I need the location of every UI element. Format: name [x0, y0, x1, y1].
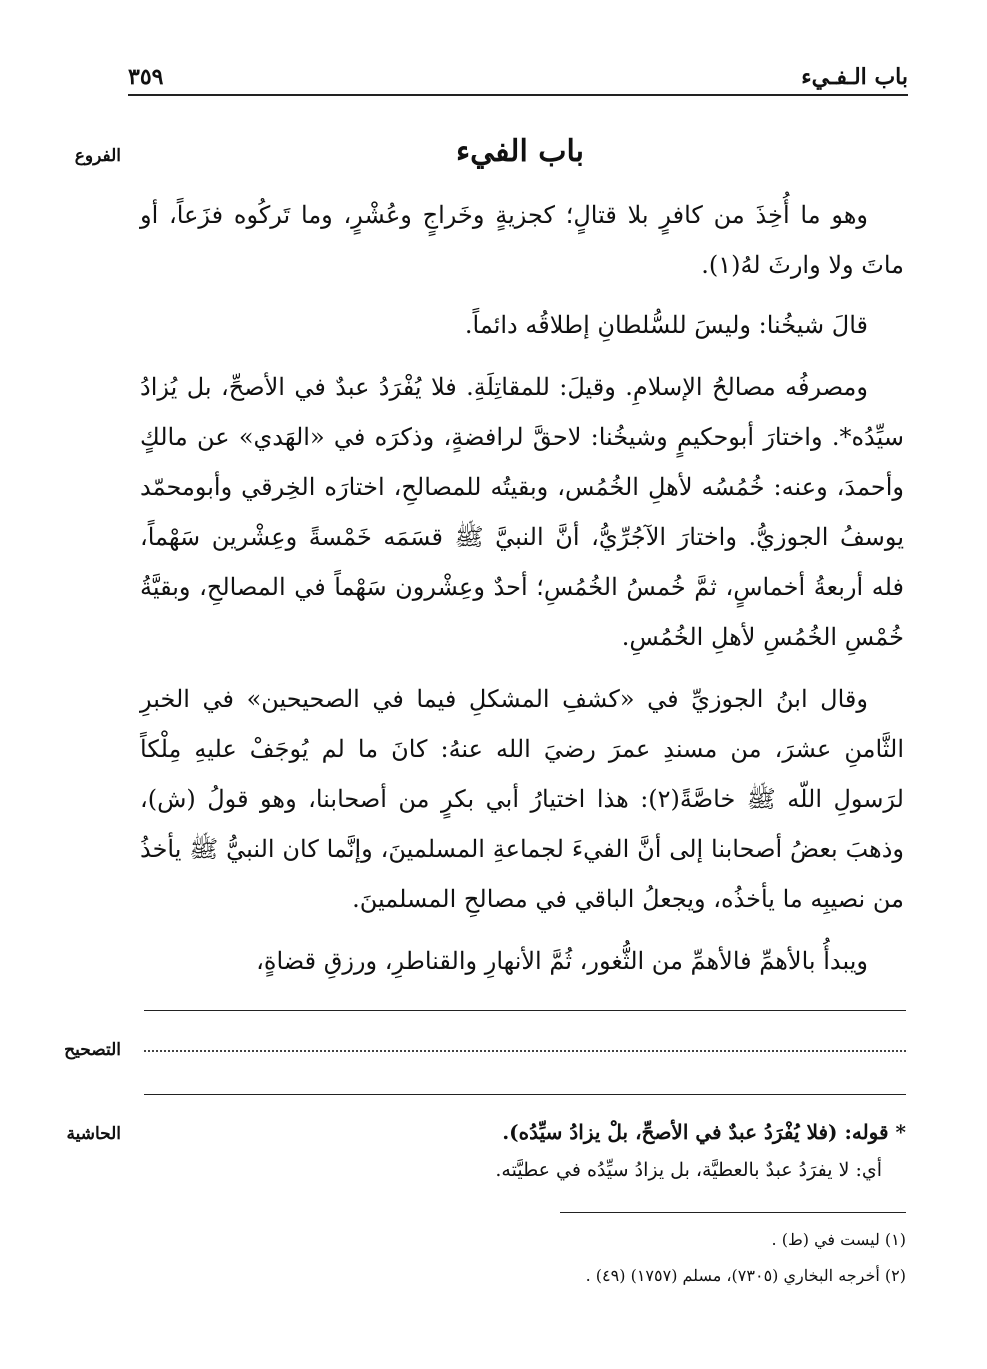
margin-label-hashiya: الحاشية: [66, 1124, 121, 1144]
hashiya-lemma: * قوله: (فلا يُفْرَدُ عبدٌ في الأصحِّ، بلْ يزادُ سيِّدُه).: [502, 1120, 906, 1144]
section-rule-top: [144, 1010, 906, 1011]
paragraph: ويبدأُ بالأهمِّ فالأهمِّ من الثُّغور، ثُمَّ الأنهارِ والقناطرِ، ورزقِ قضاةٍ،: [256, 947, 868, 975]
margin-label-furu: الفروع: [74, 146, 121, 166]
footnote: (١) ليست في (ط) .: [771, 1230, 906, 1249]
chapter-title: باب الفيء: [456, 134, 584, 169]
hashiya-section: [140, 1112, 906, 1188]
page-number: ٣٥٩: [128, 64, 164, 90]
running-header: [128, 62, 908, 96]
section-rule-bottom: [144, 1094, 906, 1095]
header-rule: [128, 94, 908, 96]
footnote-rule: [560, 1212, 906, 1213]
margin-label-tashih: التصحيح: [64, 1040, 121, 1060]
hashiya-comment: أي: لا يفرَدُ عبدٌ بالعطيَّة، بل يزادُ سيِّدُه في عطيَّته.: [495, 1159, 882, 1181]
footnote: (٢) أخرجه البخاري (٧٣٠٥)، مسلم (١٧٥٧) (٤٩) .: [585, 1266, 906, 1285]
paragraph: قالَ شيخُنا: وليسَ للسُّلطانِ إطلاقُه دائماً.: [464, 311, 868, 339]
paragraph: ومصرفُه مصالحُ الإسلامِ. وقيلَ: للمقاتِلَةِ. فلا يُفْرَدُ عبدٌ في الأصحِّ، بل يُزادُ سيِّدُه*. واختارَ أبوحكيمٍ وشيخُنا: لاحقَّ لرافضةٍ، وذكرَه في «الهَدي» عن مالكٍ وأحمدَ، وعنه: خُمُسُه لأهلِ الخُمُس، وبقيتُه للمصالحِ، اختارَه الخِرقي وأبومحمّد يوسفُ الجوزيُّ. واختارَ الآجُرِّيُّ، أنَّ النبيَّ ﷺ قسَمَه خَمْسةً وعِشْرين سَهْماً، فله أربعةُ أخماسٍ، ثمَّ خُمسُ الخُمُسِ؛ أحدٌ وعِشْرون سَهْماً في المصالحِ، وبقيَّةُ خُمْسِ الخُمُسِ لأهلِ الخُمُسِ.: [140, 373, 904, 651]
paragraph: وهو ما أُخِذَ من كافرٍ بلا قتالٍ؛ كجزيةٍ وخَراجٍ وعُشْرٍ، وما تَركُوه فزَعاً، أو ماتَ ولا وارثَ لهُ(١).: [140, 201, 904, 279]
running-chapter-title: باب الـفـيء: [801, 64, 908, 90]
paragraph: وقال ابنُ الجوزيِّ في «كشفِ المشكلِ فيما في الصحيحين» في الخبرِ الثَّامنِ عشرَ، من مسندِ عمرَ رضيَ الله عنهُ: كانَ ما لم يُوجَفْ عليهِ مِلْكاً لرَسولِ اللّه ﷺ خاصَّةً(٢): هذا اختيارُ أبي بكرٍ من أصحابنا، وهو قولُ (ش)، وذهبَ بعضُ أصحابنا إلى أنَّ الفيءَ لجماعةِ المسلمينَ، وإنَّما كان النبيُّ ﷺ يأخذُ من نصيبِه ما يأخذُه، ويجعلُ الباقي في مصالحِ المسلمينَ.: [140, 685, 904, 913]
footnotes: [140, 1222, 906, 1294]
tashih-dotted-line: [144, 1050, 906, 1052]
main-text: [140, 190, 904, 998]
